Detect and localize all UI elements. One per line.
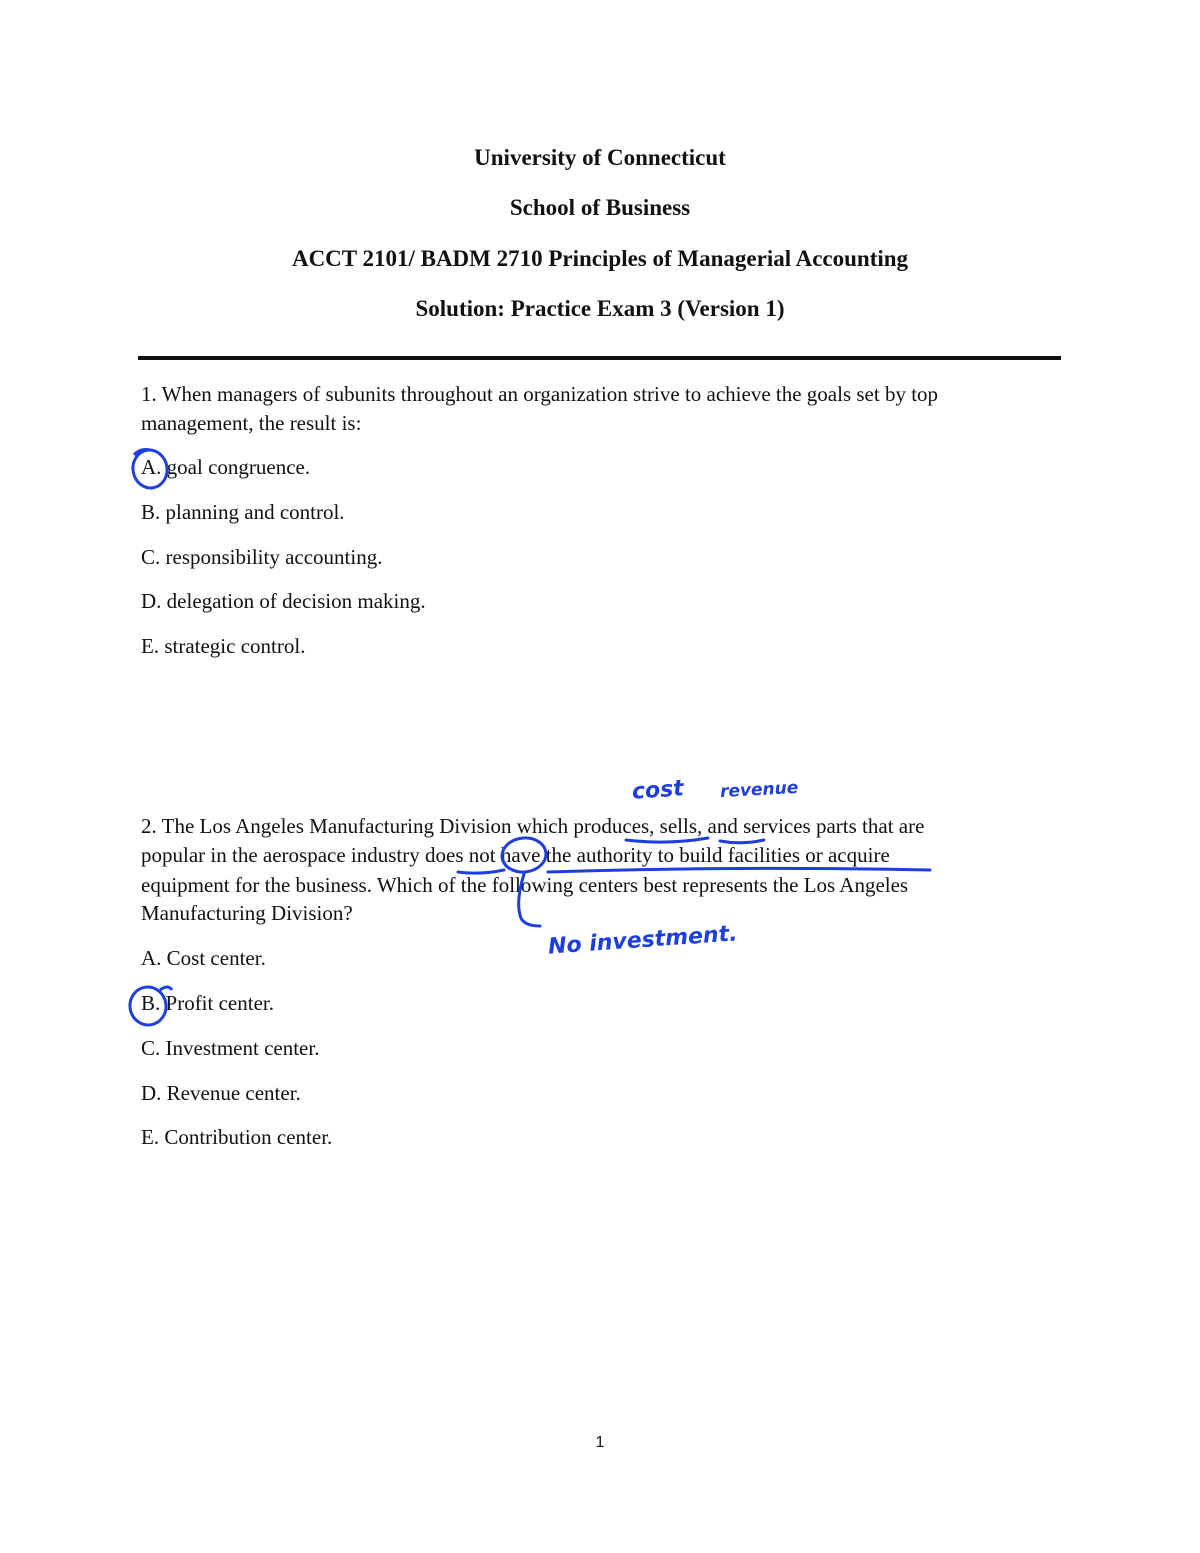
option-letter: C. [141,545,161,569]
exam-title: Solution: Practice Exam 3 (Version 1) [415,296,785,321]
option-letter: D. [141,1081,162,1105]
handwritten-cost-note: cost [631,776,685,805]
question-1-option-a [141,452,310,482]
option-letter: B. [141,991,161,1015]
option-letter: B. [141,500,161,524]
option-letter: A. [141,946,162,970]
header-divider [138,356,1061,360]
option-text: planning and control. [160,500,345,524]
handwritten-investment-note: No investment. [547,921,739,960]
option-text: Contribution center. [159,1125,333,1149]
university-title: University of Connecticut [474,145,726,170]
question-1-line-2: management, the result is: [141,411,362,435]
question-2-option-e [141,1122,332,1152]
option-text: Revenue center. [161,1081,301,1105]
course-title: ACCT 2101/ BADM 2710 Principles of Managerial Accounting [291,246,909,271]
option-text: Investment center. [160,1036,320,1060]
page-number: 1 [595,1434,605,1451]
option-letter: E. [141,1125,160,1149]
option-text: responsibility accounting. [160,545,383,569]
option-text: goal congruence. [161,455,311,479]
question-2-option-d [141,1078,301,1108]
question-2-option-a [141,943,266,973]
option-text: delegation of decision making. [161,589,426,613]
option-letter: A. [141,455,162,479]
question-1-line-1: 1. When managers of subunits throughout an organization strive to achieve the goals set by top [141,382,939,406]
question-2-line-3: equipment for the business. Which of the following centers best represents the Los Angeles [141,873,909,897]
option-text: Profit center. [160,991,274,1015]
option-letter: D. [141,589,162,613]
option-letter: E. [141,634,160,658]
question-1-option-d [141,586,426,616]
question-2-line-1: 2. The Los Angeles Manufacturing Division which produces, sells, and services parts that are [141,814,925,838]
school-title: School of Business [509,195,691,220]
option-letter: C. [141,1036,161,1060]
option-text: strategic control. [159,634,306,658]
question-2-option-c [141,1033,319,1063]
option-text: Cost center. [161,946,266,970]
question-1-option-b [141,497,345,527]
question-1-option-c [141,542,382,572]
question-2-option-b [141,988,274,1018]
question-2-line-2: popular in the aerospace industry does not have the authority to build facilities or acquire [141,843,890,867]
handwritten-revenue-note: revenue [719,777,799,803]
question-2-line-4: Manufacturing Division? [141,901,353,925]
question-1-option-e [141,631,305,661]
